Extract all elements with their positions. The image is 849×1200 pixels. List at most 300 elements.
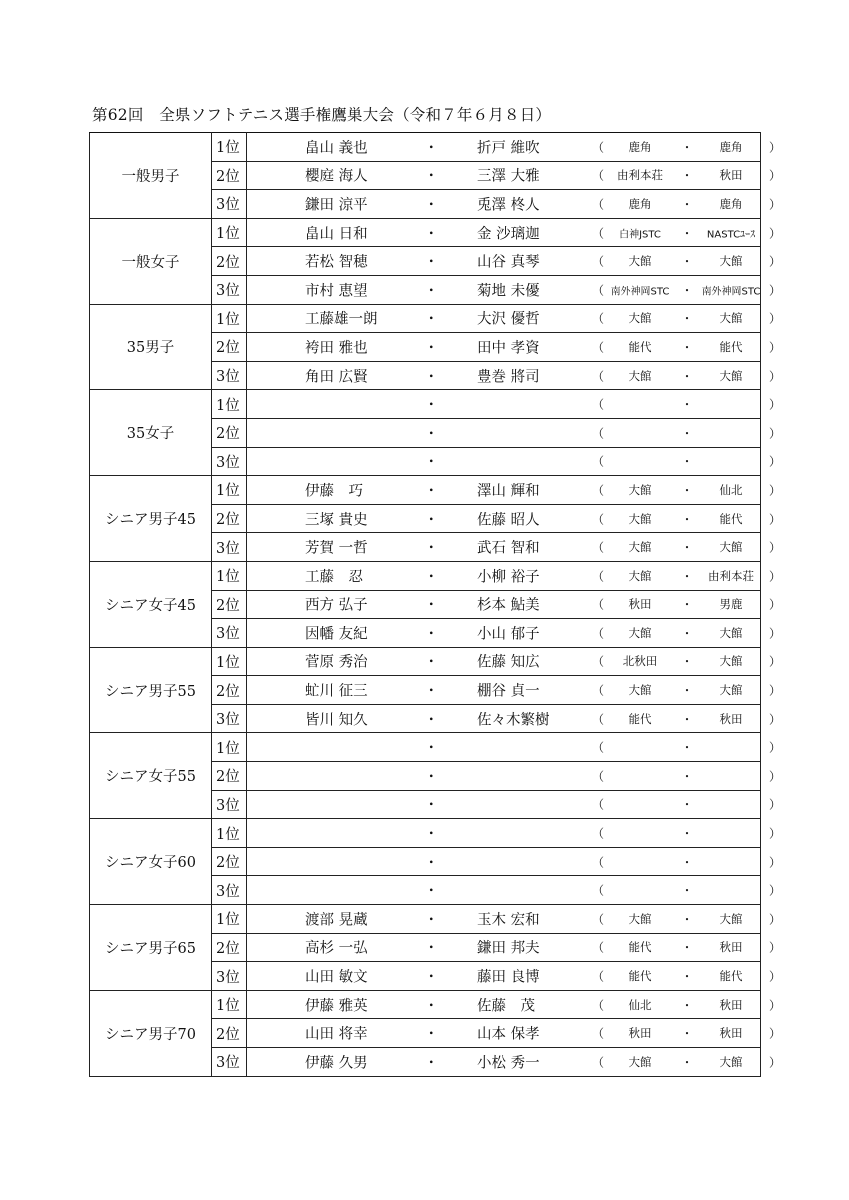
player-2-name: 菊地 未優	[477, 283, 540, 300]
table-row	[90, 990, 761, 1019]
club-paren-open: （	[592, 769, 605, 784]
player-1-club: 秋田	[628, 1026, 652, 1041]
category-cell: シニア男子65	[90, 905, 212, 991]
rank-cell: 2位	[212, 504, 247, 533]
pair-cell	[247, 161, 782, 190]
player-2-club: 大館	[719, 368, 743, 383]
club-paren-open: （	[592, 998, 605, 1013]
player-2-club: 大館	[719, 311, 743, 326]
club-separator: ・	[681, 826, 694, 841]
player-2-club: 秋田	[719, 997, 743, 1012]
pair-cell	[247, 190, 782, 219]
rank-cell: 1位	[212, 990, 247, 1019]
rank-cell: 1位	[212, 733, 247, 762]
player-2-club: 秋田	[719, 168, 743, 183]
club-separator: ・	[681, 168, 694, 183]
table-row	[90, 390, 761, 419]
pair-cell	[247, 533, 782, 562]
pair-cell	[247, 361, 782, 390]
rank-cell: 3位	[212, 1048, 247, 1077]
player-2-name: 佐藤 知広	[477, 654, 540, 671]
player-2-name: 武石 智和	[477, 540, 540, 557]
club-separator: ・	[681, 397, 694, 412]
pair-cell	[247, 762, 782, 791]
club-paren-open: （	[592, 254, 605, 269]
club-separator: ・	[681, 140, 694, 155]
pair-cell	[247, 733, 782, 762]
player-1-club: 大館	[628, 254, 652, 269]
pair-separator: ・	[424, 683, 439, 700]
category-cell: 35女子	[90, 390, 212, 476]
pair-separator: ・	[424, 340, 439, 357]
rank-cell: 2位	[212, 161, 247, 190]
player-2-club: 鹿角	[719, 196, 743, 211]
player-2-name: 豊巻 將司	[477, 369, 540, 386]
club-paren-open: （	[592, 597, 605, 612]
player-2-name: 山谷 真琴	[477, 254, 540, 271]
pair-separator: ・	[424, 197, 439, 214]
club-separator: ・	[681, 855, 694, 870]
table-row	[90, 476, 761, 505]
player-1-name: 工藤 忍	[305, 569, 363, 586]
player-2-club: 秋田	[719, 1026, 743, 1041]
player-1-name: 渡部 晃蔵	[305, 912, 368, 929]
player-1-name: 三塚 貴史	[305, 512, 368, 529]
player-1-name: 山田 敏文	[305, 969, 368, 986]
club-separator: ・	[681, 340, 694, 355]
rank-cell: 2位	[212, 247, 247, 276]
club-separator: ・	[681, 626, 694, 641]
pair-separator: ・	[424, 369, 439, 386]
pair-separator: ・	[424, 569, 439, 586]
rank-cell: 3位	[212, 447, 247, 476]
category-cell: 一般女子	[90, 218, 212, 304]
pair-cell	[247, 218, 782, 247]
club-paren-open: （	[592, 340, 605, 355]
club-separator: ・	[681, 226, 694, 241]
player-2-name: 棚谷 貞一	[477, 683, 540, 700]
player-1-name: 菅原 秀治	[305, 654, 368, 671]
club-paren-close: ）	[769, 940, 782, 955]
pair-separator: ・	[424, 769, 439, 786]
player-1-club: 大館	[628, 482, 652, 497]
pair-separator: ・	[424, 940, 439, 957]
category-cell: シニア女子45	[90, 561, 212, 647]
rank-cell: 1位	[212, 819, 247, 848]
player-1-club: 大館	[628, 911, 652, 926]
pair-separator: ・	[424, 626, 439, 643]
pair-separator: ・	[424, 311, 439, 328]
club-paren-close: ）	[769, 969, 782, 984]
club-paren-open: （	[592, 426, 605, 441]
document-title: 第62回 全県ソフトテニス選手権鷹巣大会（令和７年６月８日）	[92, 106, 552, 124]
player-2-name: 大沢 優哲	[477, 311, 540, 328]
pair-separator: ・	[424, 1026, 439, 1043]
rank-cell: 1位	[212, 476, 247, 505]
pair-cell	[247, 819, 782, 848]
rank-cell: 1位	[212, 133, 247, 162]
player-2-name: 佐々木繁樹	[477, 712, 550, 729]
rank-cell: 1位	[212, 390, 247, 419]
rank-cell: 1位	[212, 304, 247, 333]
pair-cell	[247, 790, 782, 819]
club-separator: ・	[681, 998, 694, 1013]
club-separator: ・	[681, 712, 694, 727]
pair-cell	[247, 962, 782, 991]
player-1-club: 能代	[628, 711, 652, 726]
player-1-name: 高杉 一弘	[305, 940, 368, 957]
club-paren-close: ）	[769, 998, 782, 1013]
club-separator: ・	[681, 254, 694, 269]
pair-cell	[247, 905, 782, 934]
rank-cell: 3位	[212, 361, 247, 390]
rank-cell: 2位	[212, 590, 247, 619]
player-1-name: 市村 恵望	[305, 283, 368, 300]
club-separator: ・	[681, 654, 694, 669]
pair-separator: ・	[424, 454, 439, 471]
club-paren-close: ）	[769, 855, 782, 870]
player-2-name: 三澤 大雅	[477, 168, 540, 185]
rank-cell: 2位	[212, 676, 247, 705]
player-1-name: 因幡 友紀	[305, 626, 368, 643]
player-1-club: 能代	[628, 940, 652, 955]
player-1-club: 鹿角	[628, 139, 652, 154]
pair-separator: ・	[424, 168, 439, 185]
pair-cell	[247, 590, 782, 619]
club-separator: ・	[681, 940, 694, 955]
club-separator: ・	[681, 369, 694, 384]
rank-cell: 2位	[212, 1019, 247, 1048]
player-2-club: NASTCﾕｰｽ	[706, 229, 756, 241]
player-1-club: 白神JSTC	[619, 229, 661, 241]
pair-cell	[247, 304, 782, 333]
player-2-name: 小山 郁子	[477, 626, 540, 643]
club-paren-open: （	[592, 940, 605, 955]
club-paren-close: ）	[769, 454, 782, 469]
player-2-club: 南外神岡STC	[701, 286, 761, 298]
club-separator: ・	[681, 569, 694, 584]
club-paren-open: （	[592, 855, 605, 870]
rank-cell: 2位	[212, 418, 247, 447]
player-2-name: 小松 秀一	[477, 1055, 540, 1072]
pair-cell	[247, 561, 782, 590]
pair-separator: ・	[424, 254, 439, 271]
rank-cell: 3位	[212, 704, 247, 733]
pair-separator: ・	[424, 797, 439, 814]
pair-separator: ・	[424, 912, 439, 929]
table-row	[90, 733, 761, 762]
club-paren-close: ）	[769, 197, 782, 212]
pair-cell	[247, 933, 782, 962]
rank-cell: 2位	[212, 933, 247, 962]
player-1-club: 大館	[628, 311, 652, 326]
player-2-club: 能代	[719, 339, 743, 354]
player-1-club: 大館	[628, 511, 652, 526]
club-separator: ・	[681, 512, 694, 527]
club-paren-open: （	[592, 197, 605, 212]
player-1-name: 伊藤 雅英	[305, 998, 368, 1015]
club-paren-open: （	[592, 369, 605, 384]
club-separator: ・	[681, 540, 694, 555]
player-2-club: 秋田	[719, 940, 743, 955]
club-separator: ・	[681, 1055, 694, 1070]
player-2-name: 佐藤 茂	[477, 998, 535, 1015]
club-paren-close: ）	[769, 369, 782, 384]
rank-cell: 3位	[212, 619, 247, 648]
club-paren-open: （	[592, 512, 605, 527]
pair-separator: ・	[424, 740, 439, 757]
player-2-club: 秋田	[719, 711, 743, 726]
club-paren-open: （	[592, 883, 605, 898]
player-2-club: 鹿角	[719, 139, 743, 154]
player-1-name: 伊藤 巧	[305, 483, 363, 500]
rank-cell: 3位	[212, 275, 247, 304]
pair-separator: ・	[424, 283, 439, 300]
club-paren-close: ）	[769, 683, 782, 698]
player-1-name: 虻川 征三	[305, 683, 368, 700]
club-paren-open: （	[592, 797, 605, 812]
club-paren-open: （	[592, 1026, 605, 1041]
rank-cell: 3位	[212, 790, 247, 819]
pair-separator: ・	[424, 826, 439, 843]
club-paren-close: ）	[769, 712, 782, 727]
pair-cell	[247, 876, 782, 905]
club-paren-close: ）	[769, 769, 782, 784]
pair-separator: ・	[424, 597, 439, 614]
pair-separator: ・	[424, 512, 439, 529]
table-row	[90, 819, 761, 848]
player-1-name: 山田 将幸	[305, 1026, 368, 1043]
player-1-name: 畠山 義也	[305, 140, 368, 157]
club-separator: ・	[681, 1026, 694, 1041]
pair-separator: ・	[424, 855, 439, 872]
club-paren-open: （	[592, 740, 605, 755]
club-paren-open: （	[592, 483, 605, 498]
player-1-club: 北秋田	[622, 654, 658, 669]
player-2-name: 金 沙璃迦	[477, 226, 540, 243]
pair-separator: ・	[424, 140, 439, 157]
player-2-club: 男鹿	[719, 597, 743, 612]
pair-separator: ・	[424, 712, 439, 729]
rank-cell: 1位	[212, 561, 247, 590]
player-2-name: 山本 保孝	[477, 1026, 540, 1043]
player-2-club: 大館	[719, 625, 743, 640]
club-paren-open: （	[592, 969, 605, 984]
player-1-name: 伊藤 久男	[305, 1055, 368, 1072]
pair-separator: ・	[424, 998, 439, 1015]
player-1-club: 鹿角	[628, 196, 652, 211]
table-row	[90, 304, 761, 333]
player-1-club: 大館	[628, 1054, 652, 1069]
club-separator: ・	[681, 311, 694, 326]
table-row	[90, 218, 761, 247]
rank-cell: 2位	[212, 762, 247, 791]
club-paren-close: ）	[769, 654, 782, 669]
player-2-name: 小柳 裕子	[477, 569, 540, 586]
club-separator: ・	[681, 426, 694, 441]
player-1-club: 大館	[628, 683, 652, 698]
category-cell: シニア男子45	[90, 476, 212, 562]
category-cell: シニア女子55	[90, 733, 212, 819]
club-paren-open: （	[592, 311, 605, 326]
player-2-club: 大館	[719, 1054, 743, 1069]
player-1-club: 大館	[628, 625, 652, 640]
pair-cell	[247, 619, 782, 648]
player-2-club: 能代	[719, 969, 743, 984]
player-1-name: 西方 弘子	[305, 597, 368, 614]
player-1-name: 鎌田 涼平	[305, 197, 368, 214]
pair-cell	[247, 247, 782, 276]
player-2-name: 折戸 維吹	[477, 140, 540, 157]
club-paren-open: （	[592, 226, 605, 241]
club-paren-close: ）	[769, 283, 782, 298]
player-2-name: 兎澤 柊人	[477, 197, 540, 214]
player-1-name: 櫻庭 海人	[305, 168, 368, 185]
club-separator: ・	[681, 912, 694, 927]
results-table	[89, 132, 782, 1077]
club-separator: ・	[681, 769, 694, 784]
category-cell: シニア女子60	[90, 819, 212, 905]
player-2-club: 大館	[719, 654, 743, 669]
club-separator: ・	[681, 454, 694, 469]
pair-cell	[247, 704, 782, 733]
club-paren-open: （	[592, 168, 605, 183]
pair-cell	[247, 133, 782, 162]
club-paren-close: ）	[769, 912, 782, 927]
club-paren-close: ）	[769, 140, 782, 155]
player-1-club: 由利本荘	[617, 168, 663, 183]
club-paren-open: （	[592, 140, 605, 155]
pair-cell	[247, 418, 782, 447]
pair-separator: ・	[424, 1055, 439, 1072]
player-2-club: 由利本荘	[708, 568, 754, 583]
player-2-name: 鎌田 邦夫	[477, 940, 540, 957]
club-paren-open: （	[592, 283, 605, 298]
category-cell: 一般男子	[90, 133, 212, 219]
club-separator: ・	[681, 683, 694, 698]
pair-cell	[247, 504, 782, 533]
club-paren-close: ）	[769, 226, 782, 241]
club-paren-close: ）	[769, 168, 782, 183]
player-2-name: 藤田 良博	[477, 969, 540, 986]
player-2-club: 大館	[719, 911, 743, 926]
club-separator: ・	[681, 969, 694, 984]
category-cell: シニア男子70	[90, 990, 212, 1076]
player-2-club: 大館	[719, 540, 743, 555]
club-paren-close: ）	[769, 1055, 782, 1070]
player-1-name: 芳賀 一哲	[305, 540, 368, 557]
player-1-club: 大館	[628, 568, 652, 583]
pair-cell	[247, 447, 782, 476]
rank-cell: 1位	[212, 905, 247, 934]
club-separator: ・	[681, 283, 694, 298]
player-2-club: 大館	[719, 254, 743, 269]
player-2-name: 田中 孝資	[477, 340, 540, 357]
pair-cell	[247, 847, 782, 876]
table-row	[90, 905, 761, 934]
club-paren-close: ）	[769, 569, 782, 584]
club-paren-close: ）	[769, 826, 782, 841]
pair-separator: ・	[424, 883, 439, 900]
club-paren-open: （	[592, 683, 605, 698]
pair-separator: ・	[424, 540, 439, 557]
rank-cell: 3位	[212, 533, 247, 562]
club-paren-close: ）	[769, 740, 782, 755]
club-paren-close: ）	[769, 797, 782, 812]
rank-cell: 1位	[212, 218, 247, 247]
pair-cell	[247, 333, 782, 362]
player-1-club: 能代	[628, 969, 652, 984]
club-paren-open: （	[592, 397, 605, 412]
player-2-club: 能代	[719, 511, 743, 526]
club-paren-open: （	[592, 569, 605, 584]
rank-cell: 3位	[212, 962, 247, 991]
rank-cell: 2位	[212, 847, 247, 876]
pair-separator: ・	[424, 483, 439, 500]
player-1-name: 工藤雄一朗	[305, 311, 378, 328]
rank-cell: 2位	[212, 333, 247, 362]
table-row	[90, 133, 761, 162]
pair-cell	[247, 990, 782, 1019]
player-2-name: 杉本 鮎美	[477, 597, 540, 614]
pair-cell	[247, 1019, 782, 1048]
club-paren-open: （	[592, 712, 605, 727]
player-1-name: 皆川 知久	[305, 712, 368, 729]
club-separator: ・	[681, 483, 694, 498]
club-paren-close: ）	[769, 483, 782, 498]
player-1-club: 大館	[628, 540, 652, 555]
player-1-club: 南外神岡STC	[610, 286, 670, 298]
pair-separator: ・	[424, 654, 439, 671]
rank-cell: 3位	[212, 190, 247, 219]
pair-separator: ・	[424, 969, 439, 986]
pair-cell	[247, 676, 782, 705]
pair-separator: ・	[424, 397, 439, 414]
club-paren-open: （	[592, 654, 605, 669]
player-1-name: 袴田 雅也	[305, 340, 368, 357]
player-1-club: 仙北	[628, 997, 652, 1012]
player-2-name: 澤山 輝和	[477, 483, 540, 500]
player-1-name: 角田 広賢	[305, 369, 368, 386]
club-separator: ・	[681, 797, 694, 812]
player-2-name: 佐藤 昭人	[477, 512, 540, 529]
club-paren-open: （	[592, 454, 605, 469]
pair-cell	[247, 476, 782, 505]
club-paren-close: ）	[769, 254, 782, 269]
club-separator: ・	[681, 597, 694, 612]
club-paren-open: （	[592, 912, 605, 927]
club-paren-close: ）	[769, 340, 782, 355]
player-1-club: 能代	[628, 339, 652, 354]
rank-cell: 3位	[212, 876, 247, 905]
club-paren-close: ）	[769, 311, 782, 326]
category-cell: 35男子	[90, 304, 212, 390]
player-1-club: 秋田	[628, 597, 652, 612]
club-paren-open: （	[592, 626, 605, 641]
player-1-name: 若松 智穂	[305, 254, 368, 271]
club-paren-close: ）	[769, 1026, 782, 1041]
player-2-club: 仙北	[719, 482, 743, 497]
table-row	[90, 561, 761, 590]
player-1-club: 大館	[628, 368, 652, 383]
club-separator: ・	[681, 883, 694, 898]
rank-cell: 1位	[212, 647, 247, 676]
club-paren-close: ）	[769, 626, 782, 641]
pair-separator: ・	[424, 226, 439, 243]
category-cell: シニア男子55	[90, 647, 212, 733]
club-separator: ・	[681, 197, 694, 212]
club-paren-close: ）	[769, 597, 782, 612]
